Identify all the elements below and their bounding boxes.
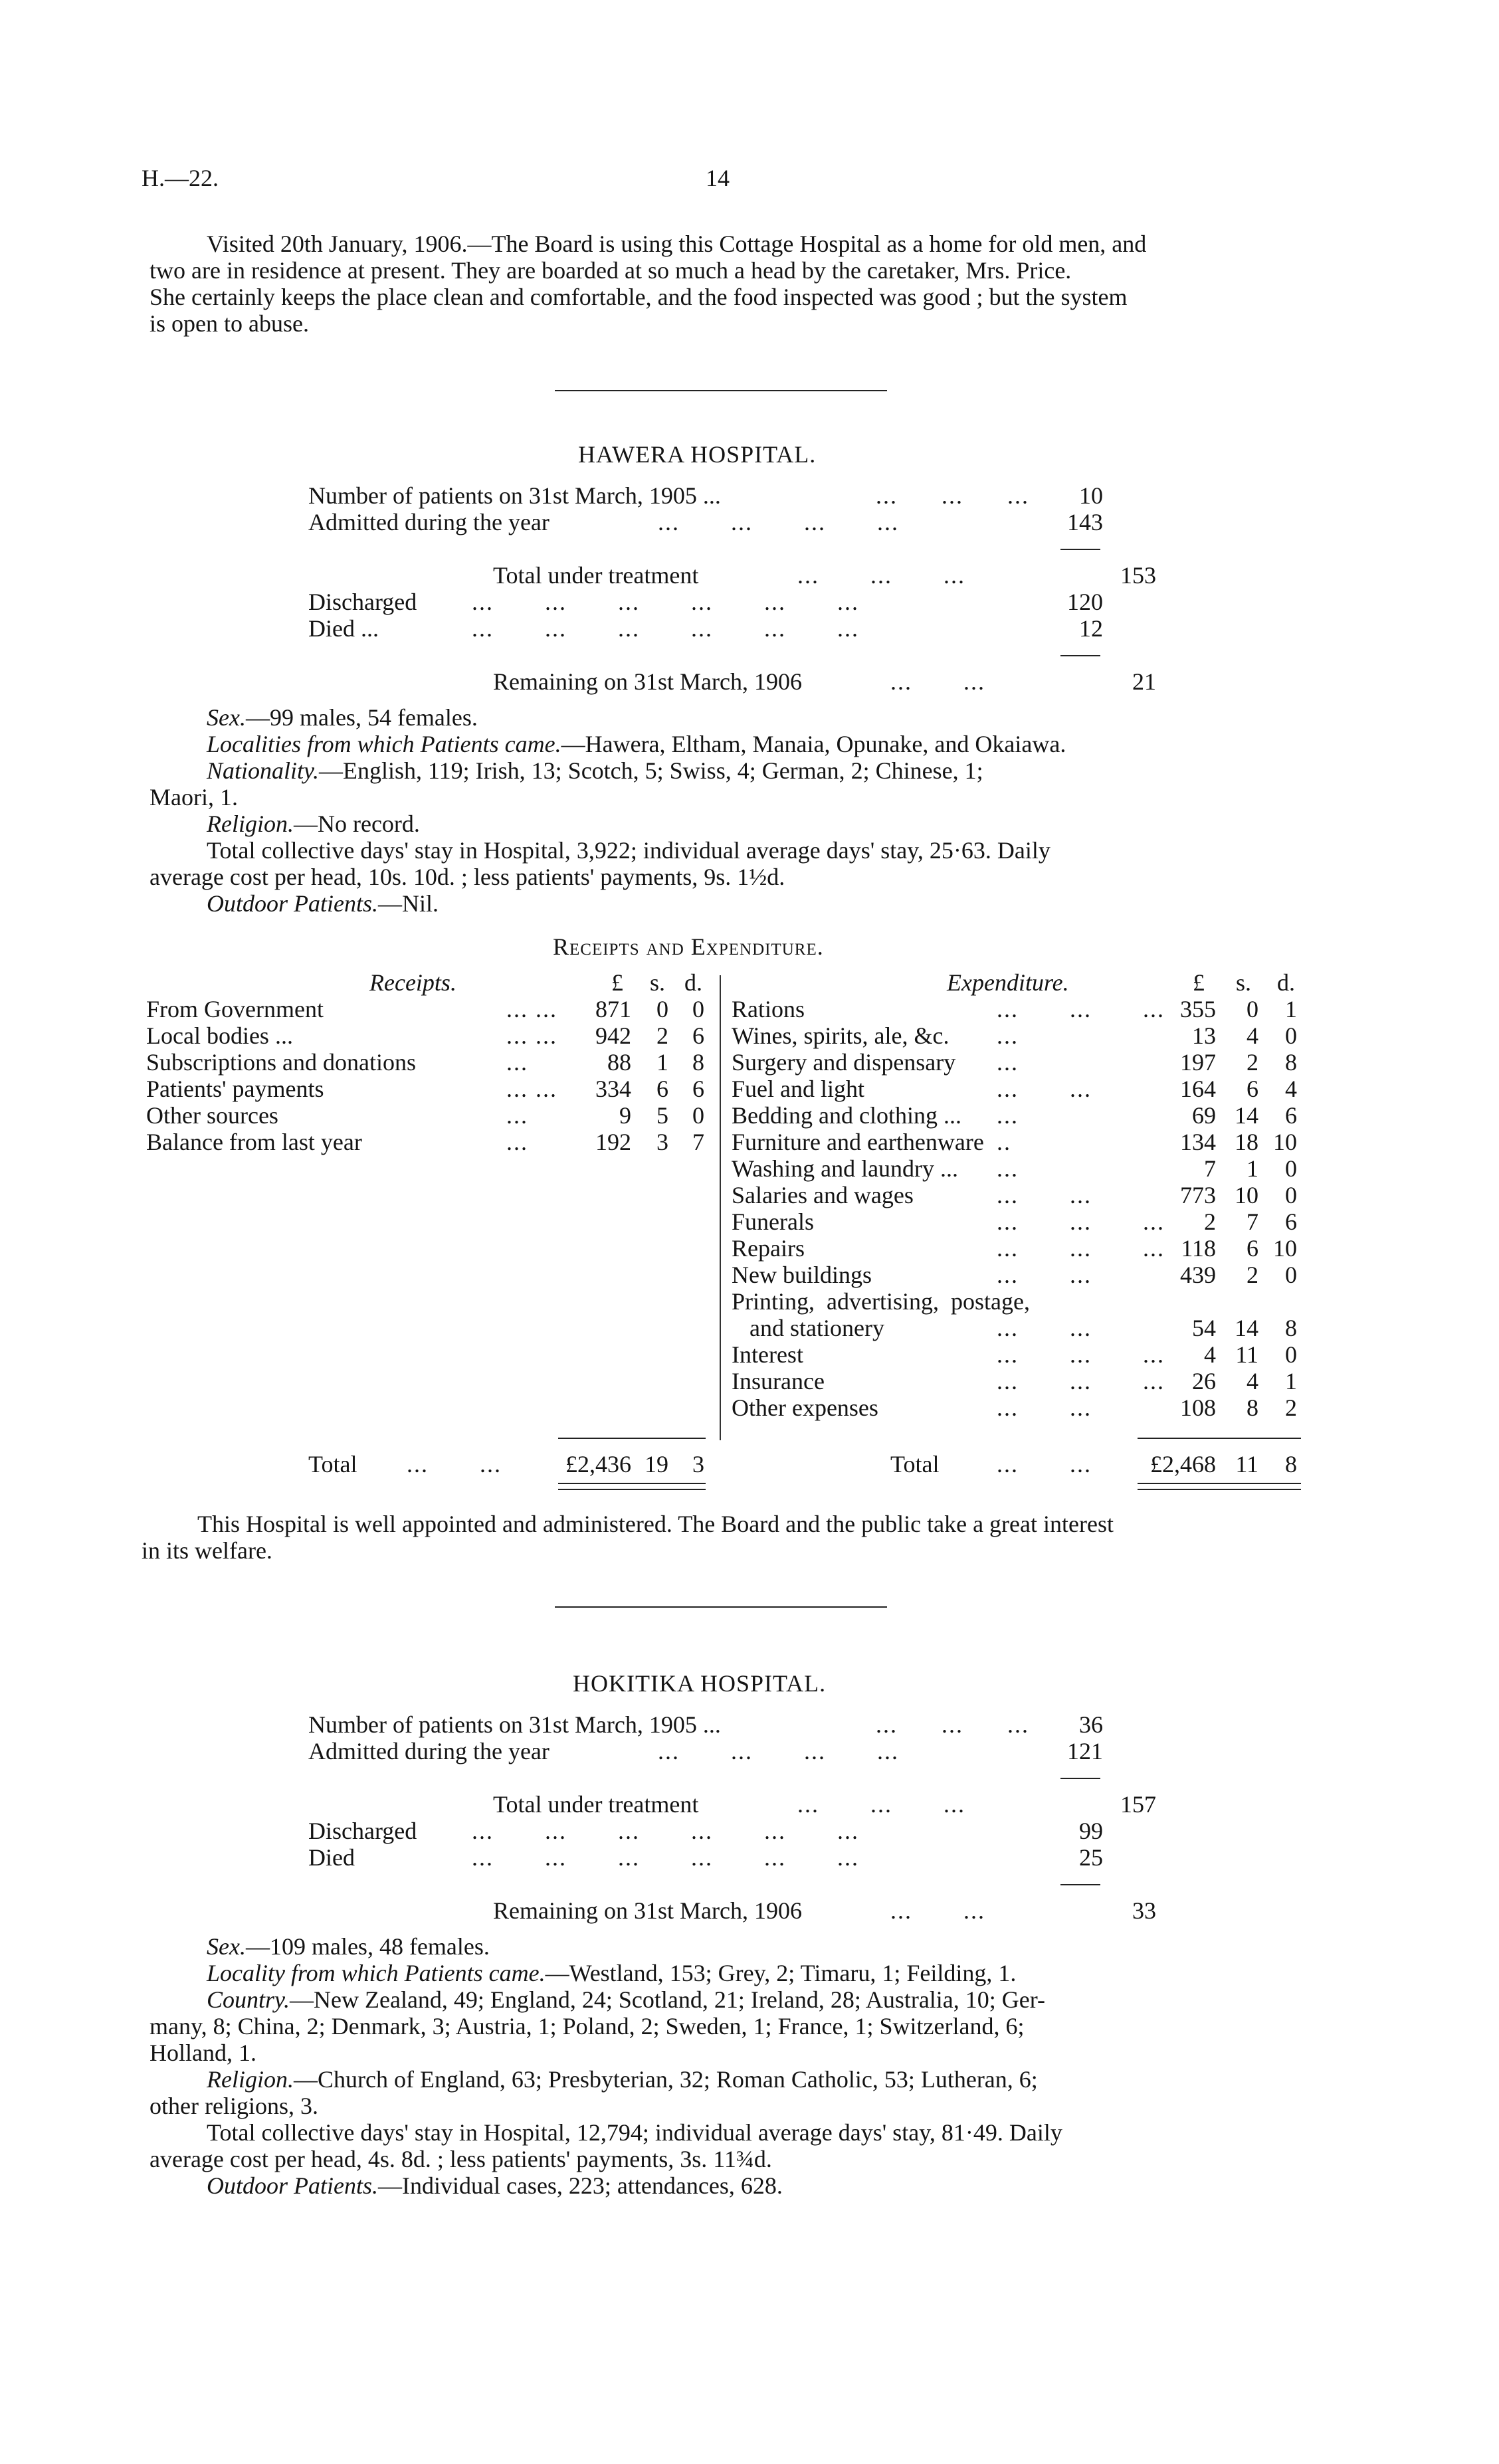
expenditure-pence: 1 (1285, 1368, 1297, 1394)
expenditure-pence: 6 (1285, 1208, 1297, 1235)
expenditure-shillings: 0 (1247, 996, 1258, 1022)
hokitika-on-31st-label: Number of patients on 31st March, 1905 ... (308, 1711, 721, 1738)
receipt-label: Balance from last year (146, 1129, 362, 1155)
receipt-pounds: 88 (607, 1049, 631, 1076)
expenditure-pounds: 26 (1192, 1368, 1216, 1394)
expenditure-pounds: 7 (1204, 1155, 1216, 1182)
intro-line-2: two are in residence at present. They are boarded at so much a head by the caretaker, Mrs. Price. (150, 257, 1072, 284)
expenditure-shillings: 14 (1235, 1315, 1258, 1341)
expenditure-heading: Expenditure. (947, 969, 1069, 996)
expenditure-label: Fuel and light (732, 1076, 864, 1102)
expenditure-total-rule (1138, 1438, 1301, 1439)
receipt-pence: 6 (692, 1076, 704, 1102)
expenditure-pounds: 54 (1192, 1315, 1216, 1341)
expenditure-label: Bedding and clothing ... (732, 1102, 961, 1129)
hokitika-days-line-1: Total collective days' stay in Hospital, 12,794; individual average days' stay, 81·49. Daily (207, 2119, 1062, 2146)
hokitika-admitted-label: Admitted during the year (308, 1738, 550, 1764)
expenditure-pence: 4 (1285, 1076, 1297, 1102)
dots: ... (997, 1155, 1019, 1182)
expenditure-pounds: 108 (1180, 1394, 1216, 1421)
receipt-pence: 0 (692, 996, 704, 1022)
receipt-shillings: 0 (656, 996, 668, 1022)
receipt-pounds: 871 (595, 996, 631, 1022)
dots: ... ... (890, 1897, 985, 1924)
intro-line-4: is open to abuse. (150, 310, 309, 337)
receipts-s-head: s. (650, 969, 666, 996)
expenditure-total-shillings: 11 (1235, 1451, 1258, 1477)
expenditure-s-head: s. (1236, 969, 1252, 996)
receipt-shillings: 1 (656, 1049, 668, 1076)
receipt-label: Local bodies ... (146, 1022, 293, 1049)
receipts-total-pounds: £2,436 (565, 1451, 631, 1477)
dots: ... ... ... (797, 562, 965, 589)
receipt-pence: 7 (692, 1129, 704, 1155)
hawera-days-line-2: average cost per head, 10s. 10d. ; less patients' payments, 9s. 1½d. (150, 864, 785, 890)
receipt-pounds: 334 (595, 1076, 631, 1102)
hokitika-discharged-value: 99 (1079, 1818, 1103, 1844)
expenditure-label: Furniture and earthenware (732, 1129, 984, 1155)
expenditure-pounds: 4 (1204, 1341, 1216, 1368)
expenditure-pence: 1 (1285, 996, 1297, 1022)
receipts-total-shillings: 19 (645, 1451, 668, 1477)
expenditure-shillings: 14 (1235, 1102, 1258, 1129)
expenditure-shillings: 11 (1235, 1341, 1258, 1368)
hokitika-country-cont-2: Holland, 1. (150, 2039, 256, 2066)
dots: ... ... (997, 1262, 1092, 1288)
expenditure-label: Surgery and dispensary (732, 1049, 956, 1076)
expenditure-pounds: 773 (1180, 1182, 1216, 1208)
receipt-pounds: 192 (595, 1129, 631, 1155)
receipt-label: Patients' payments (146, 1076, 324, 1102)
hokitika-died-value: 25 (1079, 1844, 1103, 1871)
expenditure-pence: 6 (1285, 1102, 1297, 1129)
dots: ... (997, 1102, 1019, 1129)
expenditure-shillings: 8 (1247, 1394, 1258, 1421)
hokitika-discharged-label: Discharged (308, 1818, 417, 1844)
section-divider (555, 390, 887, 391)
expenditure-pence: 10 (1273, 1129, 1297, 1155)
hawera-on-31st-value: 10 (1079, 482, 1103, 509)
expenditure-pounds: 164 (1180, 1076, 1216, 1102)
hawera-remaining-label: Remaining on 31st March, 1906 (493, 668, 802, 695)
dots: ... (506, 1049, 528, 1076)
dots: ... ... (506, 1022, 557, 1049)
expenditure-label: Repairs (732, 1235, 805, 1262)
expenditure-pence: 0 (1285, 1262, 1297, 1288)
hokitika-days-line-2: average cost per head, 4s. 8d. ; less patients' payments, 3s. 11¾d. (150, 2146, 772, 2172)
dots: ... ... ... (997, 996, 1165, 1022)
expenditure-shillings: 6 (1247, 1076, 1258, 1102)
dots: ... (997, 1049, 1019, 1076)
hawera-closing-line-1: This Hospital is well appointed and administered. The Board and the public take a great interest (197, 1511, 1114, 1537)
hawera-on-31st-label: Number of patients on 31st March, 1905 ... (308, 482, 721, 509)
hokitika-remaining-label: Remaining on 31st March, 1906 (493, 1897, 802, 1924)
hawera-outdoor: Outdoor Patients.—Nil. (207, 890, 439, 917)
expenditure-total-pence: 8 (1285, 1451, 1297, 1477)
receipt-shillings: 3 (656, 1129, 668, 1155)
receipts-total-rule (558, 1438, 706, 1439)
hawera-re-title: Receipts and Expenditure. (553, 933, 824, 960)
receipt-label: From Government (146, 996, 324, 1022)
hokitika-outdoor: Outdoor Patients.—Individual cases, 223; attendances, 628. (207, 2172, 783, 2199)
hawera-discharged-label: Discharged (308, 589, 417, 615)
expenditure-label: Interest (732, 1341, 803, 1368)
expenditure-shillings: 2 (1247, 1262, 1258, 1288)
hokitika-total-value: 157 (1120, 1791, 1156, 1818)
expenditure-shillings: 1 (1247, 1155, 1258, 1182)
hokitika-on-31st-value: 36 (1079, 1711, 1103, 1738)
dots: ... ... (997, 1076, 1092, 1102)
expenditure-pence: 8 (1285, 1315, 1297, 1341)
dots: ... ... ... ... ... ... (472, 589, 859, 615)
dots: ... ... ... (997, 1368, 1165, 1394)
expenditure-label: and stationery (732, 1315, 884, 1341)
sum-rule (1060, 1778, 1100, 1779)
dots: ... ... ... (997, 1341, 1165, 1368)
page-number: 14 (706, 165, 730, 191)
expenditure-pound-head: £ (1193, 969, 1205, 996)
expenditure-shillings: 7 (1247, 1208, 1258, 1235)
sum-rule (1060, 1884, 1100, 1885)
expenditure-pounds: 69 (1192, 1102, 1216, 1129)
dots: ... ... (997, 1451, 1092, 1477)
dots: ... (506, 1129, 528, 1155)
expenditure-pence: 10 (1273, 1235, 1297, 1262)
receipt-label: Other sources (146, 1102, 278, 1129)
expenditure-label: Insurance (732, 1368, 825, 1394)
section-divider (555, 1606, 887, 1608)
hawera-title: HAWERA HOSPITAL. (578, 441, 817, 468)
expenditure-pounds: 13 (1192, 1022, 1216, 1049)
receipt-shillings: 2 (656, 1022, 668, 1049)
expenditure-pounds: 118 (1181, 1235, 1216, 1262)
hawera-closing-line-2: in its welfare. (142, 1537, 272, 1564)
expenditure-label: Wines, spirits, ale, &c. (732, 1022, 949, 1049)
receipt-pence: 6 (692, 1022, 704, 1049)
expenditure-total-pounds: £2,468 (1150, 1451, 1216, 1477)
expenditure-shillings: 2 (1247, 1049, 1258, 1076)
hokitika-sex: Sex.—109 males, 48 females. (207, 1933, 490, 1960)
hokitika-religion-cont: other religions, 3. (150, 2093, 318, 2119)
receipt-pence: 8 (692, 1049, 704, 1076)
dots: ... ... (997, 1315, 1092, 1341)
hawera-remaining-value: 21 (1132, 668, 1156, 695)
expenditure-d-head: d. (1277, 969, 1295, 996)
expenditure-label: Washing and laundry ... (732, 1155, 959, 1182)
hokitika-country-cont-1: many, 8; China, 2; Denmark, 3; Austria, 1; Poland, 2; Sweden, 1; France, 1; Switzerland, 6; (150, 2013, 1025, 2039)
dots: ... ... (407, 1451, 502, 1477)
dots: ... ... ... (997, 1235, 1165, 1262)
expenditure-pence: 0 (1285, 1341, 1297, 1368)
receipts-total-label: Total (308, 1451, 357, 1477)
expenditure-pounds: 439 (1180, 1262, 1216, 1288)
receipt-label: Subscriptions and donations (146, 1049, 416, 1076)
expenditure-pence: 0 (1285, 1022, 1297, 1049)
expenditure-pounds: 134 (1180, 1129, 1216, 1155)
dots: ... ... (506, 1076, 557, 1102)
dots: .. (997, 1129, 1011, 1155)
sum-rule (1060, 549, 1100, 550)
expenditure-shillings: 6 (1247, 1235, 1258, 1262)
dots: ... ... ... ... ... ... (472, 1818, 859, 1844)
expenditure-pence: 8 (1285, 1049, 1297, 1076)
receipt-shillings: 6 (656, 1076, 668, 1102)
page-reference: H.—22. (142, 165, 219, 191)
hawera-religion: Religion.—No record. (207, 810, 420, 837)
dots: ... ... ... (876, 482, 1029, 509)
receipts-heading: Receipts. (369, 969, 456, 996)
expenditure-pounds: 197 (1180, 1049, 1216, 1076)
dots: ... ... ... ... ... ... (472, 615, 859, 642)
dots: ... (997, 1022, 1019, 1049)
hawera-nationality-cont: Maori, 1. (150, 784, 238, 810)
expenditure-label: Other expenses (732, 1394, 878, 1421)
dots: ... ... (890, 668, 985, 695)
receipts-total-double-rule (558, 1483, 706, 1490)
expenditure-label: New buildings (732, 1262, 872, 1288)
dots: ... (506, 1102, 528, 1129)
dots: ... ... ... ... (658, 1738, 899, 1764)
dots: ... ... ... ... ... ... (472, 1844, 859, 1871)
expenditure-pence: 0 (1285, 1182, 1297, 1208)
hawera-admitted-label: Admitted during the year (308, 509, 550, 535)
dots: ... ... ... (797, 1791, 965, 1818)
expenditure-pounds: 355 (1180, 996, 1216, 1022)
hokitika-died-label: Died (308, 1844, 355, 1871)
receipts-pound-head: £ (611, 969, 623, 996)
expenditure-shillings: 4 (1247, 1368, 1258, 1394)
expenditure-total-label: Total (890, 1451, 940, 1477)
receipts-total-pence: 3 (692, 1451, 704, 1477)
expenditure-label: Rations (732, 996, 805, 1022)
dots: ... ... ... (997, 1208, 1165, 1235)
receipt-shillings: 5 (656, 1102, 668, 1129)
expenditure-label: Salaries and wages (732, 1182, 914, 1208)
expenditure-label: Funerals (732, 1208, 814, 1235)
hawera-nationality: Nationality.—English, 119; Irish, 13; Scotch, 5; Swiss, 4; German, 2; Chinese, 1; (207, 757, 983, 784)
dots: ... ... (506, 996, 557, 1022)
hawera-total-label: Total under treatment (493, 562, 699, 589)
hawera-days-line-1: Total collective days' stay in Hospital, 3,922; individual average days' stay, 25·63. Daily (207, 837, 1050, 864)
hawera-died-label: Died ... (308, 615, 379, 642)
dots: ... ... ... ... (658, 509, 899, 535)
expenditure-shillings: 4 (1247, 1022, 1258, 1049)
dots: ... ... (997, 1394, 1092, 1421)
hawera-died-value: 12 (1079, 615, 1103, 642)
receipt-pounds: 9 (619, 1102, 631, 1129)
hokitika-religion: Religion.—Church of England, 63; Presbyterian, 32; Roman Catholic, 53; Lutheran, 6; (207, 2066, 1038, 2093)
receipt-pounds: 942 (595, 1022, 631, 1049)
hawera-localities: Localities from which Patients came.—Hawera, Eltham, Manaia, Opunake, and Okaiawa. (207, 731, 1066, 757)
hokitika-remaining-value: 33 (1132, 1897, 1156, 1924)
expenditure-pounds: 2 (1204, 1208, 1216, 1235)
dots: ... ... (997, 1182, 1092, 1208)
expenditure-total-double-rule (1138, 1483, 1301, 1490)
intro-line-1: Visited 20th January, 1906.—The Board is using this Cottage Hospital as a home for old men, and (207, 231, 1147, 257)
column-divider (720, 975, 721, 1440)
hawera-discharged-value: 120 (1067, 589, 1103, 615)
hokitika-total-label: Total under treatment (493, 1791, 699, 1818)
sum-rule (1060, 655, 1100, 656)
expenditure-shillings: 10 (1235, 1182, 1258, 1208)
receipts-d-head: d. (684, 969, 702, 996)
intro-line-3: She certainly keeps the place clean and comfortable, and the food inspected was good ; but the system (150, 284, 1128, 310)
hokitika-country: Country.—New Zealand, 49; England, 24; Scotland, 21; Ireland, 28; Australia, 10; Ger- (207, 1986, 1046, 2013)
expenditure-label: Printing, advertising, postage, (732, 1288, 1030, 1315)
expenditure-pence: 0 (1285, 1155, 1297, 1182)
hokitika-admitted-value: 121 (1067, 1738, 1103, 1764)
hawera-total-value: 153 (1120, 562, 1156, 589)
hokitika-locality: Locality from which Patients came.—Westland, 153; Grey, 2; Timaru, 1; Feilding, 1. (207, 1960, 1017, 1986)
dots: ... ... ... (876, 1711, 1029, 1738)
hawera-admitted-value: 143 (1067, 509, 1103, 535)
hokitika-title: HOKITIKA HOSPITAL. (573, 1670, 827, 1697)
receipt-pence: 0 (692, 1102, 704, 1129)
expenditure-shillings: 18 (1235, 1129, 1258, 1155)
hawera-sex: Sex.—99 males, 54 females. (207, 704, 478, 731)
expenditure-pence: 2 (1285, 1394, 1297, 1421)
